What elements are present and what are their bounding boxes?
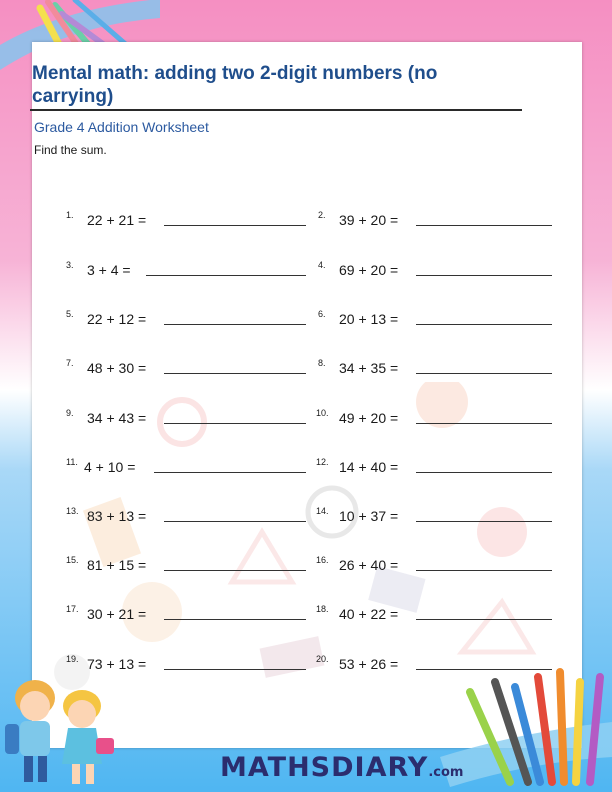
title-divider	[30, 109, 522, 111]
problem-number: 10.	[316, 408, 329, 418]
answer-line[interactable]	[146, 275, 306, 276]
problem-item	[318, 260, 552, 280]
problem-number: 12.	[316, 457, 329, 467]
answer-line[interactable]	[416, 423, 552, 424]
problem-item	[66, 260, 306, 280]
problem-expression: 69 + 20 =	[339, 262, 399, 278]
problem-expression: 22 + 21 =	[87, 212, 147, 228]
answer-line[interactable]	[164, 570, 306, 571]
problem-expression: 83 + 13 =	[87, 508, 147, 524]
problem-item	[316, 457, 552, 477]
problem-number: 20.	[316, 654, 329, 664]
problem-number: 9.	[66, 408, 74, 418]
problem-number: 7.	[66, 358, 74, 368]
answer-line[interactable]	[164, 225, 306, 226]
answer-line[interactable]	[416, 275, 552, 276]
problem-expression: 48 + 30 =	[87, 360, 147, 376]
problem-item	[316, 604, 552, 624]
answer-line[interactable]	[164, 521, 306, 522]
problem-expression: 81 + 15 =	[87, 557, 147, 573]
problem-number: 15.	[66, 555, 79, 565]
problem-expression: 3 + 4 =	[87, 262, 131, 278]
problem-item	[318, 210, 552, 230]
problem-expression: 22 + 12 =	[87, 311, 147, 327]
page-title: Mental math: adding two 2-digit numbers (no carrying)	[32, 63, 438, 107]
problem-expression: 34 + 43 =	[87, 410, 147, 426]
problem-expression: 4 + 10 =	[84, 459, 136, 475]
problem-expression: 39 + 20 =	[339, 212, 399, 228]
kids-illustration	[0, 676, 130, 792]
problem-item	[66, 506, 306, 526]
problem-number: 14.	[316, 506, 329, 516]
problem-item	[316, 408, 552, 428]
mathsdiary-logo	[220, 752, 463, 783]
problem-expression: 20 + 13 =	[339, 311, 399, 327]
problem-number: 11.	[66, 457, 78, 467]
problem-expression: 53 + 26 =	[339, 656, 399, 672]
answer-line[interactable]	[416, 570, 552, 571]
problem-expression: 34 + 35 =	[339, 360, 399, 376]
problem-item	[66, 555, 306, 575]
answer-line[interactable]	[416, 373, 552, 374]
problem-item	[66, 654, 306, 674]
problem-expression: 14 + 40 =	[339, 459, 399, 475]
answer-line[interactable]	[164, 669, 306, 670]
answer-line[interactable]	[164, 423, 306, 424]
problem-item	[66, 358, 306, 378]
answer-line[interactable]	[416, 472, 552, 473]
problem-number: 3.	[66, 260, 74, 270]
answer-line[interactable]	[416, 324, 552, 325]
answer-line[interactable]	[416, 521, 552, 522]
problem-number: 1.	[66, 210, 74, 220]
problem-item	[318, 358, 552, 378]
problem-expression: 30 + 21 =	[87, 606, 147, 622]
answer-line[interactable]	[164, 619, 306, 620]
problem-item	[66, 457, 306, 477]
problem-expression: 49 + 20 =	[339, 410, 399, 426]
problem-number: 4.	[318, 260, 326, 270]
problem-item	[316, 555, 552, 575]
problem-item	[66, 210, 306, 230]
logo-text: MATHSDIARY	[220, 752, 429, 783]
problem-number: 16.	[316, 555, 329, 565]
worksheet-page	[32, 42, 582, 748]
problem-expression: 73 + 13 =	[87, 656, 147, 672]
worksheet-subtitle: Grade 4 Addition Worksheet	[34, 119, 209, 135]
problem-item	[66, 408, 306, 428]
logo-suffix: .com	[428, 765, 464, 780]
answer-line[interactable]	[416, 225, 552, 226]
problem-number: 2.	[318, 210, 326, 220]
answer-line[interactable]	[416, 619, 552, 620]
problem-expression: 40 + 22 =	[339, 606, 399, 622]
problem-number: 19.	[66, 654, 79, 664]
problem-number: 13.	[66, 506, 79, 516]
answer-line[interactable]	[154, 472, 306, 473]
problem-number: 8.	[318, 358, 326, 368]
problem-item	[318, 309, 552, 329]
answer-line[interactable]	[164, 324, 306, 325]
problem-item	[66, 604, 306, 624]
instruction-text: Find the sum.	[34, 143, 107, 157]
problem-number: 17.	[66, 604, 79, 614]
problem-item	[66, 309, 306, 329]
problem-expression: 10 + 37 =	[339, 508, 399, 524]
answer-line[interactable]	[164, 373, 306, 374]
colored-pencils-icon	[440, 662, 612, 792]
problem-number: 18.	[316, 604, 329, 614]
problem-number: 6.	[318, 309, 326, 319]
problem-expression: 26 + 40 =	[339, 557, 399, 573]
problem-number: 5.	[66, 309, 74, 319]
problem-item	[316, 506, 552, 526]
